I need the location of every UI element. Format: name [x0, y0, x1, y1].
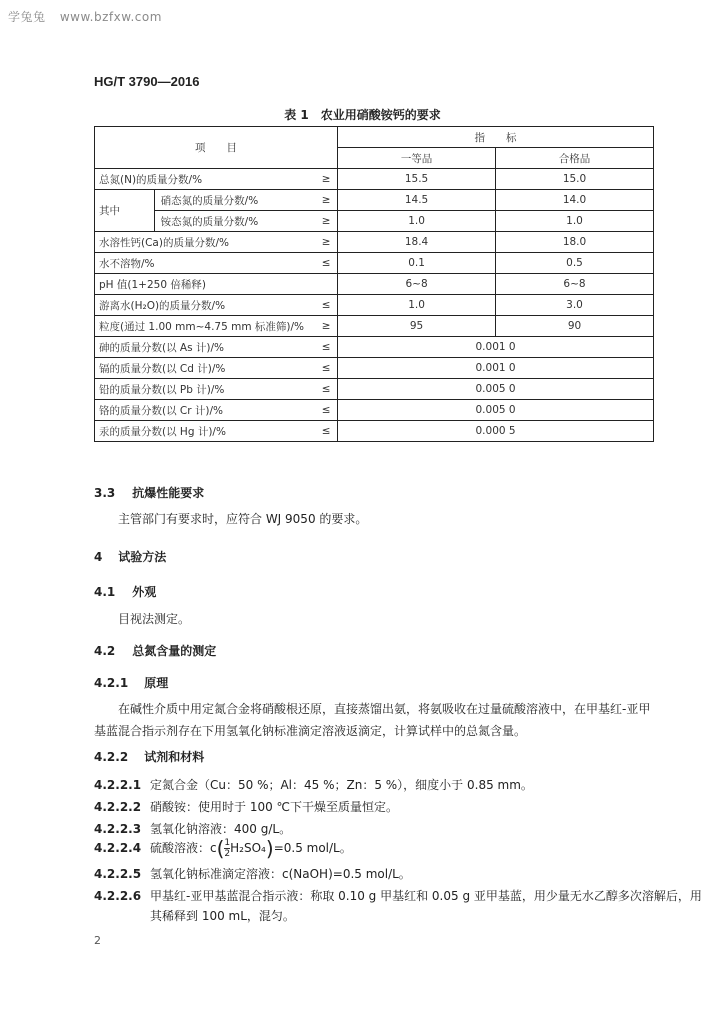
header-qualified: 合格品	[496, 148, 654, 169]
section-4-2-heading: 4.2 总氮含量的测定	[94, 644, 217, 658]
requirements-table	[94, 126, 654, 442]
table-row: 水不溶物/% ≤ 0.1 0.5	[95, 253, 654, 274]
table-row: 游离水(H₂O)的质量分数/% ≤ 1.0 3.0	[95, 295, 654, 316]
standard-code: HG/T 3790—2016	[94, 74, 200, 89]
section-4-2-1-text: 在碱性介质中用定氮合金将硝酸根还原，直接蒸馏出氨，将氨吸收在过量硫酸溶液中，在甲基红-亚甲基蓝混合指示剂存在下用氢氧化钠标准滴定溶液返滴定，计算试样中的总氮含量。	[94, 702, 651, 738]
watermark-site-url: www.bzfxw.com	[59, 10, 162, 24]
page-number: 2	[94, 934, 101, 947]
table-row: 镉的质量分数(以 Cd 计)/% ≤ 0.001 0	[95, 358, 654, 379]
section-3-3-text: 主管部门有要求时，应符合 WJ 9050 的要求。	[118, 512, 368, 526]
right-paren: )	[265, 836, 274, 861]
watermark-site-name: 学兔兔	[8, 10, 46, 24]
list-item: 4.2.2.1 定氮合金（Cu：50 %；Al：45 %；Zn：5 %），细度小于 0.85 mm。	[94, 778, 533, 792]
section-4-2-1-heading: 4.2.1 原理	[94, 676, 169, 690]
section-4-2-2-heading: 4.2.2 试剂和材料	[94, 750, 205, 764]
header-item: 项 目	[95, 127, 338, 169]
table-row: 铵态氮的质量分数/% ≥ 1.0 1.0	[95, 211, 654, 232]
table-row: 铬的质量分数(以 Cr 计)/% ≤ 0.005 0	[95, 400, 654, 421]
section-4-1-text: 目视法测定。	[118, 612, 191, 626]
section-3-3-heading: 3.3 抗爆性能要求	[94, 486, 205, 500]
list-item: 4.2.2.5 氢氧化钠标准滴定溶液：c(NaOH)=0.5 mol/L。	[94, 867, 411, 881]
fraction: $\frac{1}{2}$	[224, 838, 231, 859]
list-item: 4.2.2.6 甲基红-亚甲基蓝混合指示液：称取 0.10 g 甲基红和 0.05 g 亚甲基蓝，用少量无水乙醇多次溶解后，用其稀释到 100 mL，混匀。	[94, 889, 702, 923]
table-row: 其中 硝态氮的质量分数/% ≥ 14.5 14.0	[95, 190, 654, 211]
list-item: 4.2.2.4 硫酸溶液：c( $\frac{1}{2}$ H₂SO₄)=0.5 mol/L。	[94, 836, 352, 861]
table-row: 铅的质量分数(以 Pb 计)/% ≤ 0.005 0	[95, 379, 654, 400]
table-row: 水溶性钙(Ca)的质量分数/% ≥ 18.4 18.0	[95, 232, 654, 253]
section-4-heading: 4 试验方法	[94, 550, 167, 564]
header-index: 指 标	[338, 127, 654, 148]
table-row: 汞的质量分数(以 Hg 计)/% ≤ 0.000 5	[95, 421, 654, 442]
table-caption: 表 1 农业用硝酸铵钙的要求	[284, 108, 441, 122]
table-header-row	[95, 127, 654, 148]
table-row: 粒度(通过 1.00 mm~4.75 mm 标准筛)/% ≥ 95 90	[95, 316, 654, 337]
list-item: 4.2.2.3 氢氧化钠溶液：400 g/L。	[94, 822, 292, 836]
table-row: pH 值(1+250 倍稀释) 6~8 6~8	[95, 274, 654, 295]
table-row: 总氮(N)的质量分数/% ≥ 15.5 15.0	[95, 169, 654, 190]
header-first-grade: 一等品	[338, 148, 496, 169]
section-4-1-heading: 4.1 外观	[94, 585, 157, 599]
sub-group-label: 其中	[95, 190, 155, 232]
watermark	[8, 8, 172, 25]
left-paren: (	[216, 836, 225, 861]
table-row: 砷的质量分数(以 As 计)/% ≤ 0.001 0	[95, 337, 654, 358]
list-item: 4.2.2.2 硝酸铵：使用时于 100 ℃下干燥至质量恒定。	[94, 800, 399, 814]
